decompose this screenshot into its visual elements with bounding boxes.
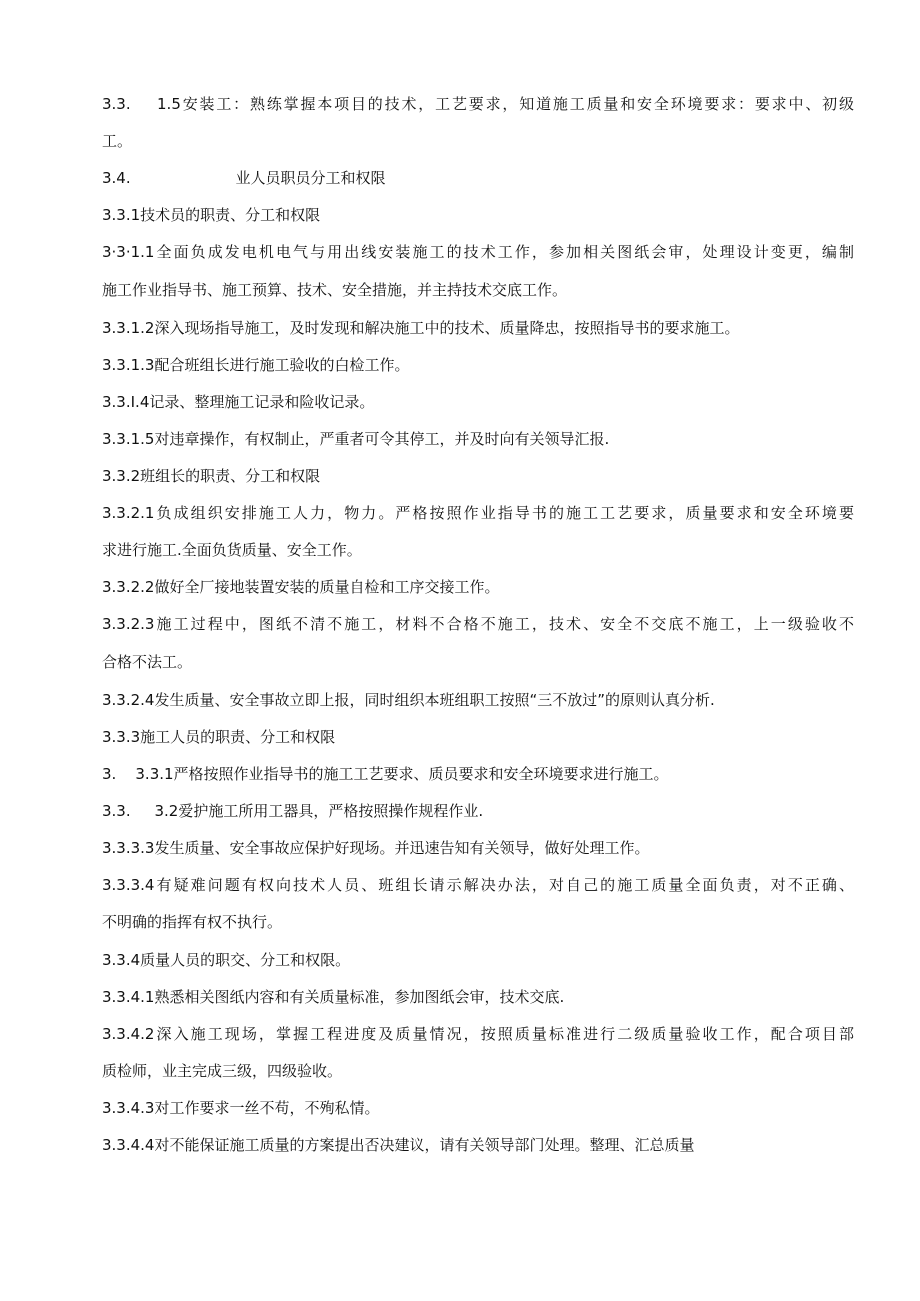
text-line: 求进行施工.全面负货质量、安全工作。 (102, 541, 362, 559)
text-line: 3.3.4质量人员的职交、分工和权限。 (102, 951, 351, 969)
text-line: 工。 (102, 132, 133, 150)
text-line: 3.3.4.2深入施工现场，掌握工程进度及质量情况，按照质量标准进行二级质量验收工作，配合项目部 (102, 1025, 854, 1043)
text-line: 3.3.2班组长的职责、分工和权限 (102, 467, 321, 485)
text-line: 3.3.4.4对不能保证施工质量的方案提出否决建议，请有关领导部门处理。整理、汇总质量 (102, 1136, 695, 1154)
text-line: 3.3.4.3对工作要求一丝不苟，不殉私情。 (102, 1099, 380, 1117)
text-line: 3.3. 3.2爱护施工所用工器具，严格按照操作规程作业. (102, 802, 484, 820)
text-line: 3.3. 1.5安装工：熟练掌握本项目的技术，工艺要求，知道施工质量和安全环境要求：要求中、初级 (102, 95, 854, 113)
text-line: 3.3.1技术员的职责、分工和权限 (102, 206, 321, 224)
text-line: 3.3.2.3施工过程中，图纸不清不施工，材料不合格不施工，技术、安全不交底不施工，上一级验收不 (102, 615, 854, 633)
text-line: 质检师，业主完成三级，四级验收。 (102, 1062, 343, 1080)
text-line: 不明确的指挥有权不执行。 (102, 913, 283, 931)
text-line: 3·3·1.1全面负成发电机电气与用出线安装施工的技术工作，参加相关图纸会审，处理设计变更，编制 (102, 243, 854, 261)
text-line: 3.3.3.4有疑难问题有权向技术人员、班组长请示解决办法，对自己的施工质量全面负责，对不正确、 (102, 876, 854, 894)
text-line: 3.4. 业人员职员分工和权限 (102, 169, 386, 187)
text-line: 施工作业指导书、施工预算、技术、安全措施，并主持技术交底工作。 (102, 281, 568, 299)
text-line: 3.3.3施工人员的职责、分工和权限 (102, 728, 336, 746)
text-line: 合格不法工。 (102, 653, 193, 671)
text-line: 3. 3.3.1严格按照作业指导书的施工工艺要求、质员要求和安全环境要求进行施工。 (102, 765, 669, 783)
text-line: 3.3.2.1负成组织安排施工人力，物力。严格按照作业指导书的施工工艺要求，质量要求和安全环境要 (102, 504, 854, 522)
text-line: 3.3.3.3发生质量、安全事故应保护好现场。并迅速告知有关领导，做好处理工作。 (102, 839, 650, 857)
text-line: 3.3.4.1熟悉相关图纸内容和有关质量标准，参加图纸会审，技术交底. (102, 988, 565, 1006)
text-line: 3.3.1.5对违章操作，有权制止，严重者可令其停工，并及时向有关领导汇报. (102, 430, 610, 448)
text-line: 3.3.2.4发生质量、安全事故立即上报，同时组织本班组职工按照“三不放过”的原则认真分析. (102, 691, 715, 709)
text-line: 3.3.1.3配合班组长进行施工验收的白检工作。 (102, 356, 410, 374)
text-line: 3.3.1.2深入现场指导施工，及时发现和解决施工中的技术、质量降忠，按照指导书的要求施工。 (102, 319, 740, 337)
text-line: 3.3.I.4记录、整理施工记录和险收记录。 (102, 393, 375, 411)
text-line: 3.3.2.2做好全厂接地装置安装的质量自检和工序交接工作。 (102, 578, 500, 596)
